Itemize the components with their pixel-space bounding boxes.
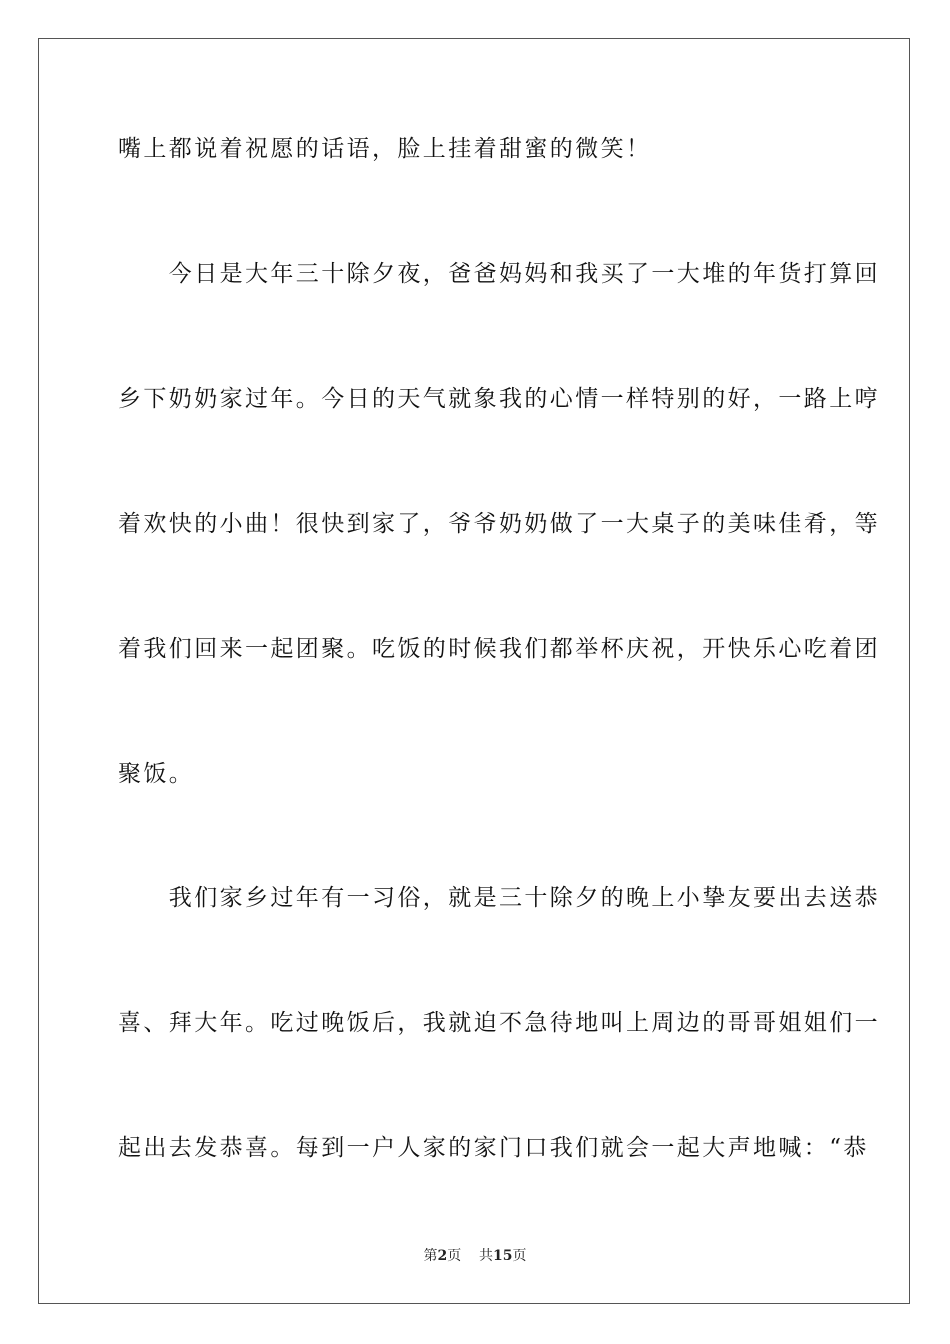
page-suffix: 页 bbox=[447, 1248, 462, 1264]
text-line-1: 嘴上都说着祝愿的话语，脸上挂着甜蜜的微笑！ bbox=[118, 136, 652, 162]
text-line-6: 聚饭。 bbox=[118, 761, 195, 787]
text-line-4: 着欢快的小曲！很快到家了，爷爷奶奶做了一大桌子的美味佳肴，等 bbox=[118, 511, 880, 537]
text-line-2: 今日是大年三十除夕夜，爸爸妈妈和我买了一大堆的年货打算回 bbox=[118, 261, 880, 287]
text-line-8: 喜、拜大年。吃过晚饭后，我就迫不急待地叫上周边的哥哥姐姐们一 bbox=[118, 1010, 880, 1036]
text-line-9: 起出去发恭喜。每到一户人家的家门口我们就会一起大声地喊：“恭 bbox=[118, 1135, 869, 1161]
page-border bbox=[38, 38, 910, 1304]
total-pages: 15 bbox=[493, 1248, 513, 1264]
page-number: 2 bbox=[437, 1248, 448, 1264]
text-line-7: 我们家乡过年有一习俗，就是三十除夕的晚上小挚友要出去送恭 bbox=[118, 885, 880, 911]
text-line-3: 乡下奶奶家过年。今日的天气就象我的心情一样特别的好，一路上哼 bbox=[118, 386, 880, 412]
total-prefix: 共 bbox=[479, 1248, 494, 1264]
page-prefix: 第 bbox=[423, 1248, 438, 1264]
text-line-5: 着我们回来一起团聚。吃饭的时候我们都举杯庆祝，开快乐心吃着团 bbox=[118, 636, 880, 662]
total-suffix: 页 bbox=[512, 1248, 527, 1264]
page-footer bbox=[0, 1246, 950, 1266]
